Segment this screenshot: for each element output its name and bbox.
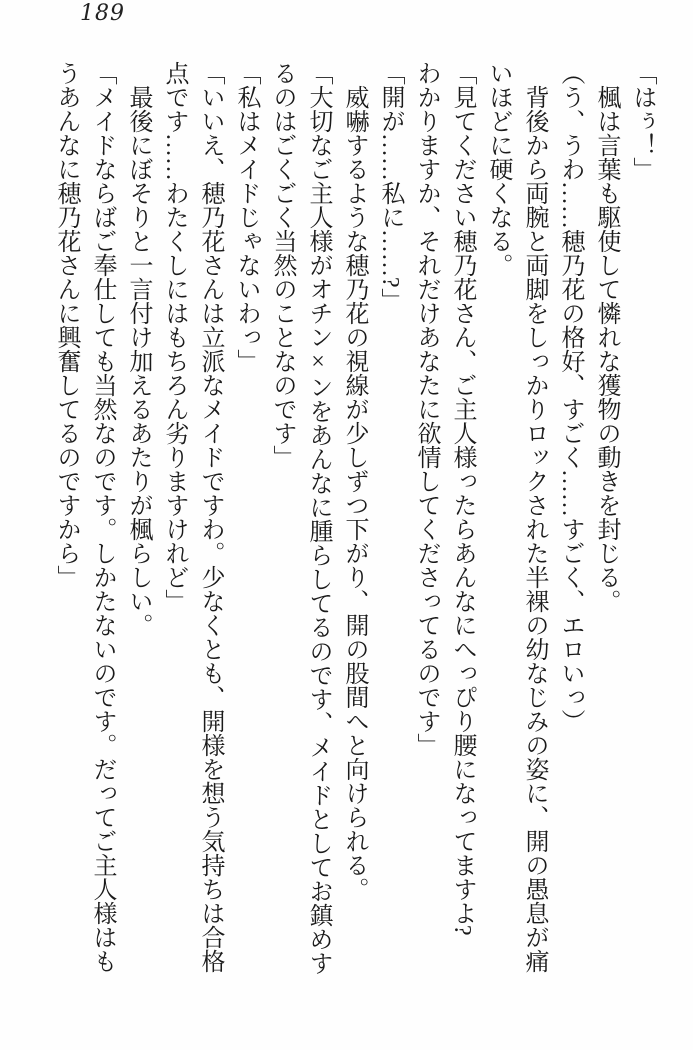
text-line: 「はぅ！」 xyxy=(629,61,655,181)
text-line: わかりますか、それだけあなたに欲情してくださってるのです」 xyxy=(413,61,439,757)
text-line: 「私はメイドじゃないわっ」 xyxy=(233,61,259,373)
text-line: （う、うわ……穂乃花の格好、すごく……すごく、エロいっ） xyxy=(557,61,583,733)
page-number: 189 xyxy=(80,1,125,26)
text-line: 背後から両腕と両脚をしっかりロックされた半裸の幼なじみの姿に、開の愚息が痛 xyxy=(521,61,547,973)
text-line: いほどに硬くなる。 xyxy=(485,61,511,277)
text-line: 威嚇するような穂乃花の視線が少しずつ下がり、開の股間へと向けられる。 xyxy=(341,61,367,901)
text-line: 楓は言葉も駆使して憐れな獲物の動きを封じる。 xyxy=(593,61,619,613)
text-line: 最後にぼそりと一言付け加えるあたりが楓らしい。 xyxy=(125,61,151,637)
text-line: 「いいえ、穂乃花さんは立派なメイドですわ。少なくとも、開様を想う気持ちは合格 xyxy=(197,61,223,973)
text-line: 「見てください穂乃花さん、ご主人様ったらあんなにへっぴり腰になってますよ? xyxy=(449,61,475,936)
text-block xyxy=(48,61,660,976)
text-line: るのはごくごく当然のことなのです」 xyxy=(269,61,295,469)
text-line: 「開が……私に……?」 xyxy=(377,61,403,312)
text-line: うあんなに穂乃花さんに興奮してるのですから」 xyxy=(53,61,79,589)
text-line: 「大切なご主人様がオチン×ンをあんなに腫らしてるのです、メイドとしてお鎮めす xyxy=(305,61,331,975)
text-line: 点です……わたくしにはもちろん劣りますけれど」 xyxy=(161,61,187,613)
text-line: 「メイドならばご奉仕しても当然なのです。しかたないのです。だってご主人様はも xyxy=(89,61,115,973)
